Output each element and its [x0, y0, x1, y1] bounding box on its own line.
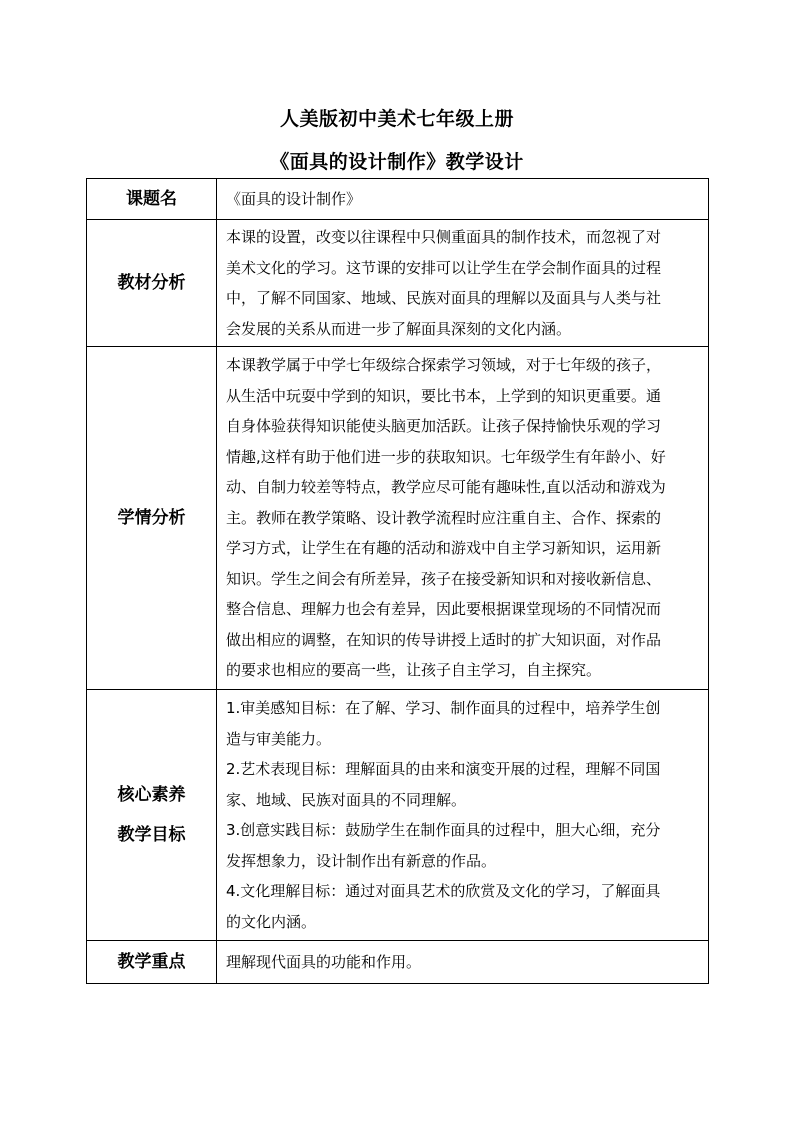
lesson-plan-table [86, 178, 709, 984]
topic-content: 《面具的设计制作》 [217, 179, 709, 220]
row-teaching-goals [87, 690, 709, 941]
lesson-plan-title: 《面具的设计制作》教学设计 [270, 151, 524, 173]
row-topic [87, 179, 709, 220]
textbook-analysis-header: 教材分析 [87, 220, 217, 347]
topic-header: 课题名 [87, 179, 217, 220]
student-analysis-content: 本课教学属于中学七年级综合探索学习领域，对于七年级的孩子， 从生活中玩耍中学到的知识，要比书本，上学到的知识更重要。通 自身体验获得知识能使头脑更加活跃。让孩子保持愉快乐观的学习 情趣,这样有助于他们进一步的获取知识。七年级学生有年龄小、好 动、自制力较差等特点，教学应尽可能有趣味性,直以活动和游戏为 主。教师在教学策略、设计教学流程时应注重自主、合作、探索的 学习方式，让学生在有趣的活动和游戏中自主学习新知识，运用新 知识。学生之间会有所差异，孩子在接受新知识和对接收新信息、 整合信息、理解力也会有差异，因此要根据课堂现场的不同情况而 做出相应的调整，在知识的传导讲授上适时的扩大知识面，对作品 的要求也相应的要高一些，让孩子自主学习，自主探究。 [217, 347, 709, 690]
row-student-analysis [87, 347, 709, 690]
student-analysis-header: 学情分析 [87, 347, 217, 690]
teaching-goals-content: 1.审美感知目标：在了解、学习、制作面具的过程中，培养学生创 造与审美能力。 2.艺术表现目标：理解面具的由来和演变开展的过程，理解不同国 家、地域、民族对面具的不同理解。 3.创意实践目标：鼓励学生在制作面具的过程中，胆大心细，充分 发挥想象力，设计制作出有新意的作品。 4.文化理解目标：通过对面具艺术的欣赏及文化的学习，了解面具 的文化内涵。 [217, 690, 709, 941]
row-teaching-focus [87, 941, 709, 984]
textbook-title: 人美版初中美术七年级上册 [279, 108, 514, 130]
teaching-goals-header: 核心素养 教学目标 [87, 690, 217, 941]
teaching-focus-header: 教学重点 [87, 941, 217, 984]
teaching-focus-content: 理解现代面具的功能和作用。 [217, 941, 709, 984]
row-textbook-analysis [87, 220, 709, 347]
textbook-analysis-content: 本课的设置，改变以往课程中只侧重面具的制作技术，而忽视了对 美术文化的学习。这节课的安排可以让学生在学会制作面具的过程 中，了解不同国家、地域、民族对面具的理解以及面具与人类与社 会发展的关系从而进一步了解面具深刻的文化内涵。 [217, 220, 709, 347]
